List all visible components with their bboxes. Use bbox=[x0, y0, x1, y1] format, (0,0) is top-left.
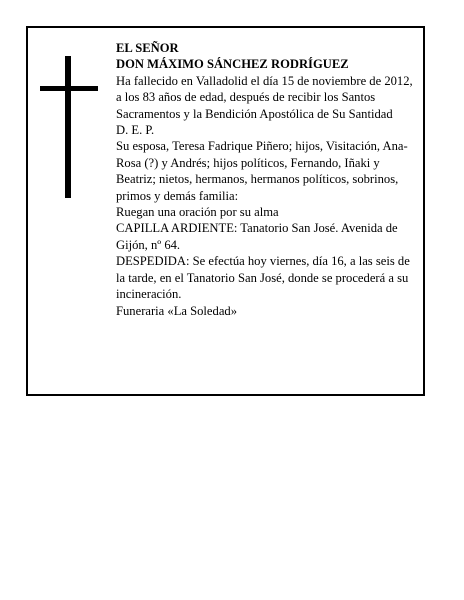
cross-vertical-bar bbox=[65, 56, 71, 198]
prayer-line: Ruegan una oración por su alma bbox=[116, 205, 279, 220]
cross-horizontal-bar bbox=[40, 86, 98, 91]
deceased-name: DON MÁXIMO SÁNCHEZ RODRÍGUEZ bbox=[116, 57, 349, 72]
rip-line: D. E. P. bbox=[116, 123, 155, 138]
family-paragraph: Su esposa, Teresa Fadrique Piñero; hijos, Visitación, Ana-Rosa (?) y Andrés; hijos políticos, Fernando, Iñaki y Beatriz; nietos, hermanos, hermanos políticos, sobrinos, primos y demás familia: bbox=[116, 139, 408, 203]
heading-title: EL SEÑOR bbox=[116, 41, 179, 55]
obituary-notice bbox=[26, 26, 425, 396]
obituary-text bbox=[116, 40, 416, 319]
passing-paragraph: Ha fallecido en Valladolid el día 15 de noviembre de 2012, a los 83 años de edad, después de recibir los Santos Sacramentos y la Bendición Apostólica de Su Santidad bbox=[116, 73, 413, 121]
funeral-home-line: Funeraria «La Soledad» bbox=[116, 303, 237, 318]
latin-cross-icon bbox=[40, 56, 98, 198]
farewell-paragraph: DESPEDIDA: Se efectúa hoy viernes, día 16, a las seis de la tarde, en el Tanatorio San José, donde se procederá a su incineración. bbox=[116, 254, 410, 302]
chapel-paragraph: CAPILLA ARDIENTE: Tanatorio San José. Avenida de Gijón, nº 64. bbox=[116, 221, 398, 252]
